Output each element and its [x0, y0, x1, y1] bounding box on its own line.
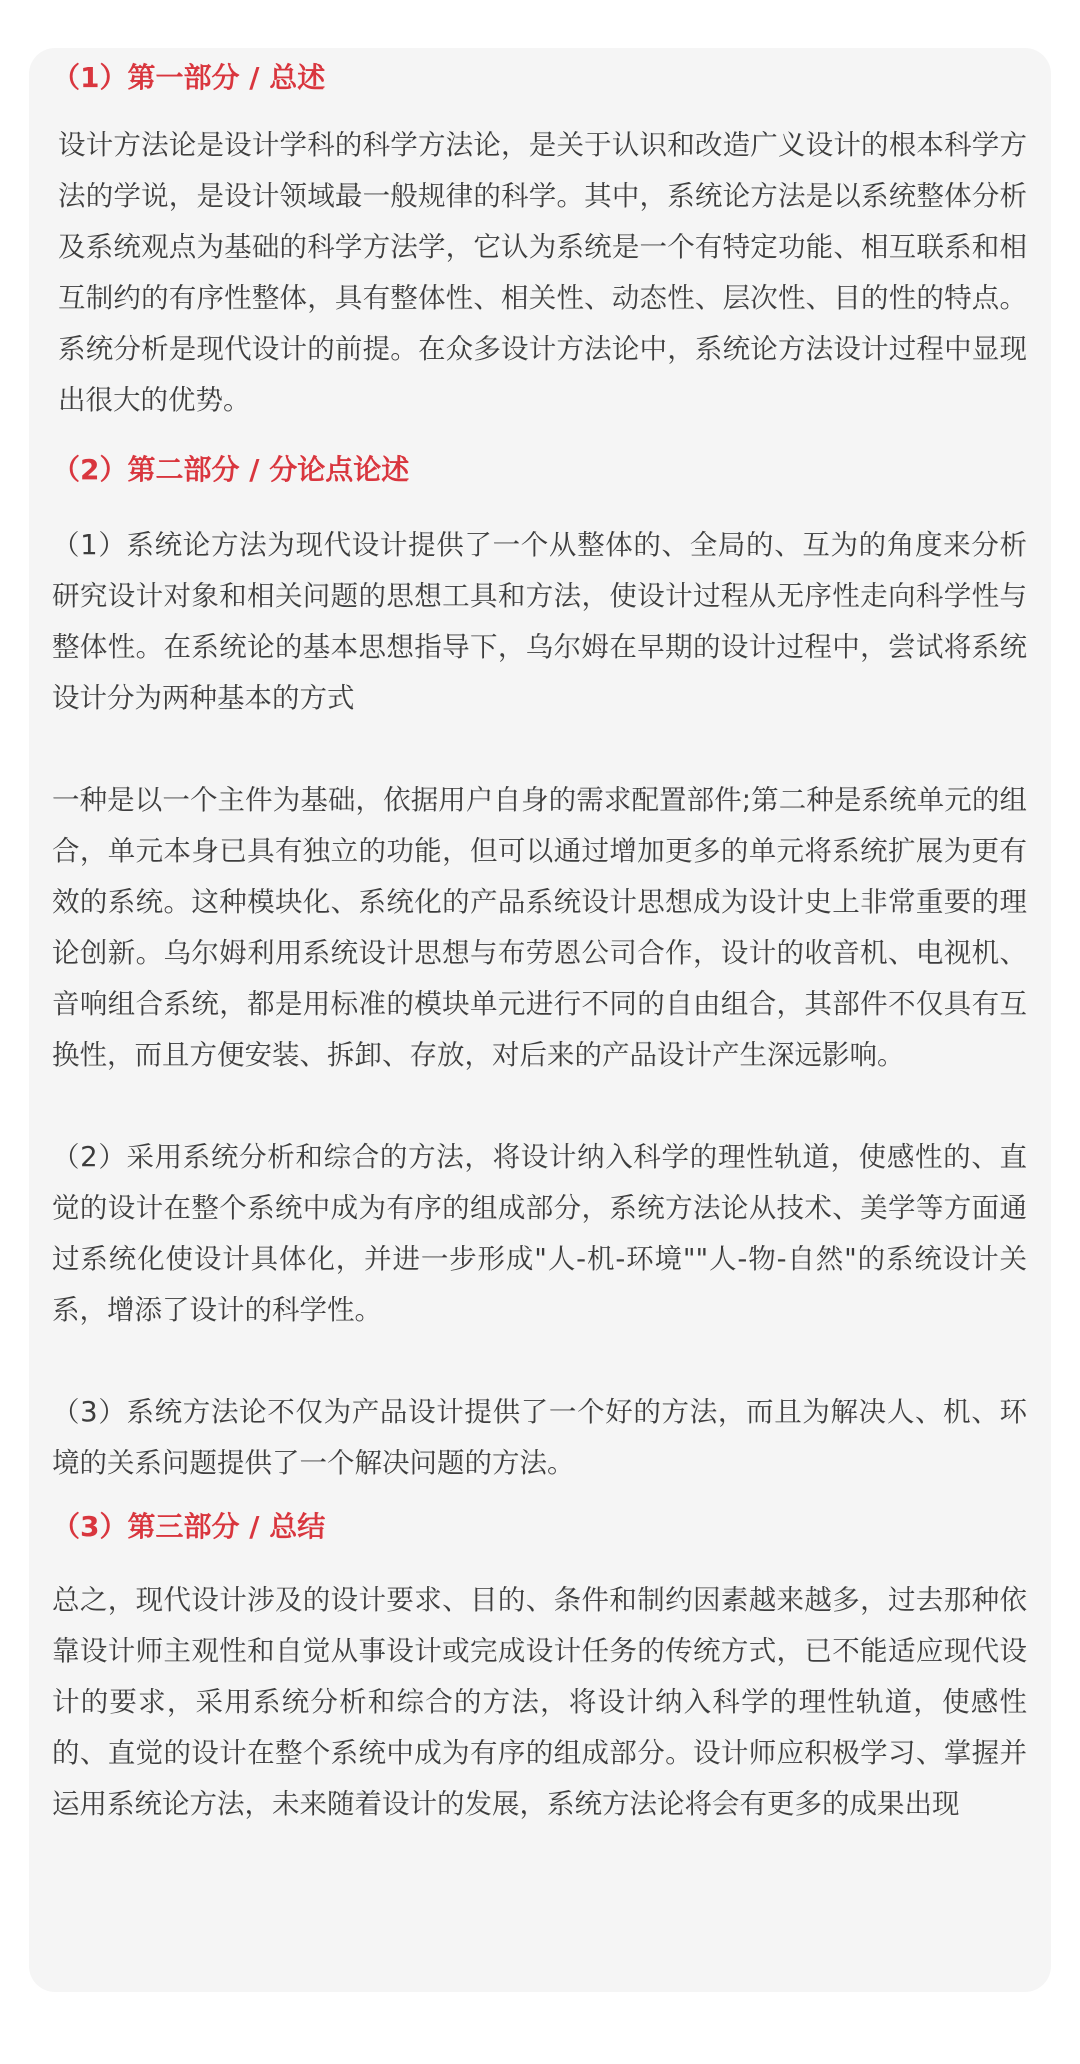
- article-card: [29, 48, 1051, 1992]
- section-heading-overview: （1）第一部分 / 总述: [52, 61, 326, 94]
- conclusion-paragraph: 总之，现代设计涉及的设计要求、目的、条件和制约因素越来越多，过去那种依靠设计师主观性和自觉从事设计或完成设计任务的传统方式，已不能适应现代设计的要求，采用系统分析和综合的方法，将设计纳入科学的理性轨道，使感性的、直觉的设计在整个系统中成为有序的组成部分。设计师应积极学习、掌握并运用系统论方法，未来随着设计的发展，系统方法论将会有更多的成果出现: [52, 1584, 1027, 1820]
- argument-paragraph-4: （3）系统方法论不仅为产品设计提供了一个好的方法，而且为解决人、机、环境的关系问题提供了一个解决问题的方法。: [52, 1396, 1027, 1479]
- argument-paragraph-3: （2）采用系统分析和综合的方法，将设计纳入科学的理性轨道，使感性的、直觉的设计在整个系统中成为有序的组成部分，系统方法论从技术、美学等方面通过系统化使设计具体化，并进一步形成"人-机-环境""人-物-自然"的系统设计关系，增添了设计的科学性。: [52, 1141, 1027, 1326]
- argument-paragraph-1: （1）系统论方法为现代设计提供了一个从整体的、全局的、互为的角度来分析研究设计对象和相关问题的思想工具和方法，使设计过程从无序性走向科学性与整体性。在系统论的基本思想指导下，乌尔姆在早期的设计过程中，尝试将系统设计分为两种基本的方式: [52, 529, 1027, 714]
- section-heading-conclusion: （3）第三部分 / 总结: [52, 1510, 326, 1543]
- overview-paragraph: 设计方法论是设计学科的科学方法论，是关于认识和改造广义设计的根本科学方法的学说，是设计领域最一般规律的科学。其中，系统论方法是以系统整体分析及系统观点为基础的科学方法学，它认为系统是一个有特定功能、相互联系和相互制约的有序性整体，具有整体性、相关性、动态性、层次性、目的性的特点。系统分析是现代设计的前提。在众多设计方法论中，系统论方法设计过程中显现出很大的优势。: [58, 129, 1027, 416]
- section-heading-arguments: （2）第二部分 / 分论点论述: [52, 453, 410, 486]
- argument-paragraph-2: 一种是以一个主件为基础，依据用户自身的需求配置部件;第二种是系统单元的组合，单元本身已具有独立的功能，但可以通过增加更多的单元将系统扩展为更有效的系统。这种模块化、系统化的产品系统设计思想成为设计史上非常重要的理论创新。乌尔姆利用系统设计思想与布劳恩公司合作，设计的收音机、电视机、音响组合系统，都是用标准的模块单元进行不同的自由组合，其部件不仅具有互换性，而且方便安装、拆卸、存放，对后来的产品设计产生深远影响。: [52, 784, 1027, 1071]
